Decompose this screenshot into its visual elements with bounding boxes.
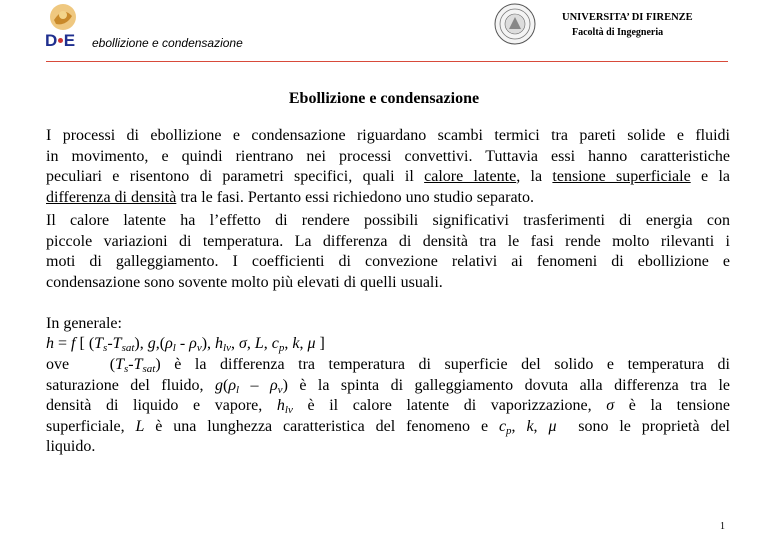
text-line: differenza di densità tra le fasi. Pertanto essi richiedono uno studio separato. — [46, 188, 534, 206]
header-subject: ebollizione e condensazione — [92, 36, 243, 50]
paragraph-definitions — [46, 355, 730, 458]
text-line: piccole variazioni di temperatura. La differenza di densità tra le fasi rende molto rilevanti i — [46, 232, 730, 250]
term-differenza-densita: differenza di densità — [46, 188, 177, 206]
text-line: condensazione sono sovente molto più elevati di quelli usuali. — [46, 273, 443, 291]
page-title: Ebollizione e condensazione — [288, 90, 480, 107]
header-divider — [46, 61, 728, 62]
text-line: peculiari e risentono di parametri specifici, quali il calore latente, la tensione superficiale e la — [46, 168, 731, 185]
text-line: saturazione del fluido, $g(\rho_l - \rho_v)$ è la spinta di galleggiamento dovuta alla differenza tra le — [46, 376, 730, 396]
de-logo: D E — [45, 31, 75, 50]
paragraph-in-generale — [46, 314, 730, 335]
text-line: ove $(T_s-T_{sat})$ è la differenza tra temperatura di superficie del solido e temperatura di — [46, 356, 730, 375]
text-line: moti di galleggiamento. I coefficienti di convezione relativi ai fenomeni di ebollizione e — [46, 253, 730, 270]
text-line: densità di liquido e vapore, $h_{lv}$ è il calore latente di vaporizzazione, σ è la tensione — [46, 397, 731, 416]
term-calore-latente: calore latente — [424, 168, 517, 185]
university-seal-icon — [494, 3, 536, 45]
text-line: I processi di ebollizione e condensazione riguardano scambi termici tra pareti solide e fluidi — [46, 127, 730, 144]
text-line: superficiale, L è una lunghezza caratteristica del fenomeno e $c_p$, k, μ sono le proprietà del — [46, 417, 730, 437]
faculty-name: Facoltà di Ingegneria — [572, 27, 664, 38]
paragraph-intro — [46, 126, 730, 208]
page-number: 1 — [720, 521, 725, 532]
logo-emblem-icon — [46, 2, 80, 32]
formula: h = f [ $(T_s-T_{sat})$, $g,(\rho_l - \rho_v)$, $h_{lv}$, σ, L, $c_p$, k, μ ] — [46, 335, 325, 354]
text-line: in movimento, e quindi rientrano nei processi convettivi. Tuttavia essi hanno caratteristiche — [46, 147, 730, 165]
text-line: Il calore latente ha l’effetto di rendere possibili significativi trasferimenti di energia con — [46, 212, 730, 229]
text-line: liquido. — [46, 438, 96, 455]
paragraph-latent-heat — [46, 211, 730, 293]
text-line: In generale: — [46, 315, 122, 332]
term-tensione-superficiale: tensione superficiale — [552, 168, 691, 185]
university-name: UNIVERSITA’ DI FIRENZE — [562, 12, 693, 23]
